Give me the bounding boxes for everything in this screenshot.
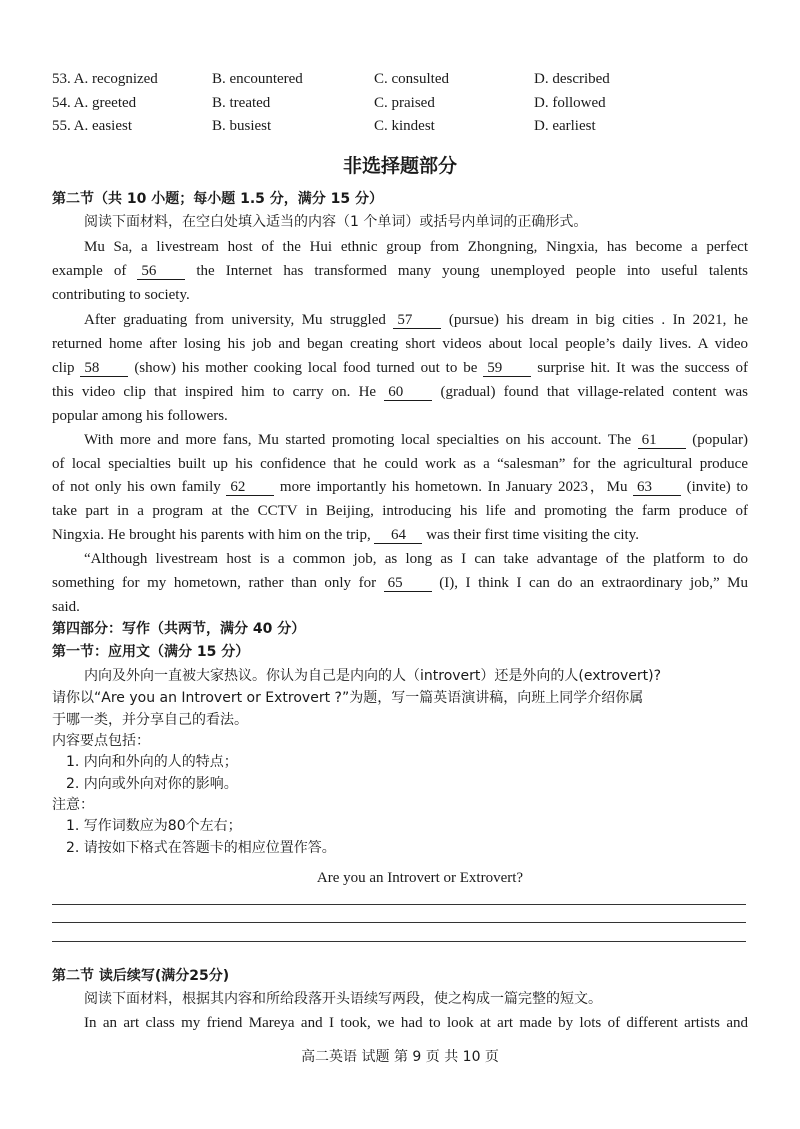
note-item: 2. 请按如下格式在答题卡的相应位置作答。 [66, 840, 336, 856]
option-c: C. consulted [374, 71, 449, 87]
option-a: 55. A. easiest [52, 118, 132, 134]
essay-title: Are you an Introvert or Extrovert? [316, 870, 524, 886]
option-c: C. kindest [374, 118, 435, 134]
point-item: 1. 内向和外向的人的特点； [66, 754, 238, 770]
blank-59[interactable]: 59 [483, 360, 531, 377]
option-a: 53. A. recognized [52, 71, 158, 87]
passage-p1-line: Mu Sa, a livestream host of the Hui ethnic group from Zhongning, Ningxia, has become a perfect [84, 239, 748, 255]
blank-57[interactable]: 57 [393, 312, 441, 329]
point-item: 2. 内向或外向对你的影响。 [66, 776, 238, 792]
passage-p4-line: something for my hometown, rather than only for 65 (I), I think I can do an extraordinary job,” Mu [52, 575, 749, 591]
option-b: B. treated [212, 95, 271, 111]
part2-heading: 第二节（共 10 小题；每小题 1.5 分，满分 15 分） [52, 191, 384, 207]
option-d: D. earliest [534, 118, 596, 134]
blank-64[interactable]: 64 [374, 527, 422, 544]
passage-p1-line: example of 56 the Internet has transformed many young unemployed people into useful talents [52, 263, 749, 279]
blank-60[interactable]: 60 [384, 384, 432, 401]
blank-56[interactable]: 56 [137, 263, 185, 280]
option-b: B. encountered [212, 71, 303, 87]
passage-p3-line: of local specialties built up his confidence that he could work as a “salesman” for the agricultural produce [52, 456, 748, 472]
note-label: 注意： [52, 797, 94, 813]
option-row-55 [52, 118, 752, 138]
part2-instruction: 阅读下面材料，在空白处填入适当的内容（1 个单词）或括号内单词的正确形式。 [84, 214, 588, 230]
passage-p4-line: “Although livestream host is a common job, as long as I can take advantage of the platform to do [84, 551, 748, 567]
section1-heading: 第一节：应用文（满分 15 分） [52, 644, 250, 660]
section-title: 非选择题部分 [342, 155, 457, 177]
answer-line[interactable] [52, 904, 746, 905]
option-b: B. busiest [212, 118, 272, 134]
answer-line[interactable] [52, 922, 746, 923]
option-d: D. followed [534, 95, 606, 111]
blank-63[interactable]: 63 [633, 479, 681, 496]
option-row-54 [52, 95, 752, 115]
option-d: D. described [534, 71, 610, 87]
blank-61[interactable]: 61 [638, 432, 686, 449]
page-footer: 高二英语 试题 第 9 页 共 10 页 [301, 1049, 499, 1065]
note-item: 1. 写作词数应为80个左右； [66, 818, 242, 834]
blank-65[interactable]: 65 [384, 575, 432, 592]
passage-p3-line: Ningxia. He brought his parents with him on the trip, 64 was their first time visiting the city. [52, 527, 639, 543]
blank-62[interactable]: 62 [226, 479, 274, 496]
task-description: 内向及外向一直被大家热议。你认为自己是内向的人（introvert）还是外向的人(extrovert)? [84, 668, 662, 684]
section2-heading: 第二节 读后续写(满分25分) [52, 968, 230, 984]
option-a: 54. A. greeted [52, 95, 137, 111]
option-c: C. praised [374, 95, 435, 111]
section2-instruction: 阅读下面材料，根据其内容和所给段落开头语续写两段，使之构成一篇完整的短文。 [84, 991, 602, 1007]
passage-p2-line: this video clip that inspired him to carry on. He 60 (gradual) found that village-related content was [52, 384, 749, 400]
passage-p1-line: contributing to society. [52, 287, 190, 303]
story-line: In an art class my friend Mareya and I took, we had to look at art made by lots of different artists and [84, 1015, 748, 1031]
answer-line[interactable] [52, 941, 746, 942]
blank-58[interactable]: 58 [80, 360, 128, 377]
option-row-53 [52, 71, 752, 91]
passage-p2-line: clip 58 (show) his mother cooking local food turned out to be 59 surprise hit. It was the success of [52, 360, 749, 376]
task-description: 于哪一类，并分享自己的看法。 [52, 712, 248, 728]
passage-p2-line: returned home after losing his job and began creating short videos about local people’s daily lives. A video [52, 336, 748, 352]
passage-p3-line: take part in a program at the CCTV in Beijing, introducing his life and promoting the farm produce of [52, 503, 748, 519]
part4-heading: 第四部分：写作（共两节，满分 40 分） [52, 621, 306, 637]
task-description: 请你以“Are you an Introvert or Extrovert ?”为题，写一篇英语演讲稿，向班上同学介绍你属 [52, 690, 644, 706]
passage-p3-line: of not only his own family 62 more importantly his hometown. In January 2023，Mu 63 (invite) to [52, 479, 749, 495]
passage-p4-line: said. [52, 599, 80, 615]
passage-p2-line: After graduating from university, Mu struggled 57 (pursue) his dream in big cities . In 2021, he [84, 312, 748, 328]
passage-p3-line: With more and more fans, Mu started promoting local specialties on his account. The 61 (popular) [84, 432, 749, 448]
passage-p2-line: popular among his followers. [52, 408, 228, 424]
points-label: 内容要点包括： [52, 733, 150, 749]
